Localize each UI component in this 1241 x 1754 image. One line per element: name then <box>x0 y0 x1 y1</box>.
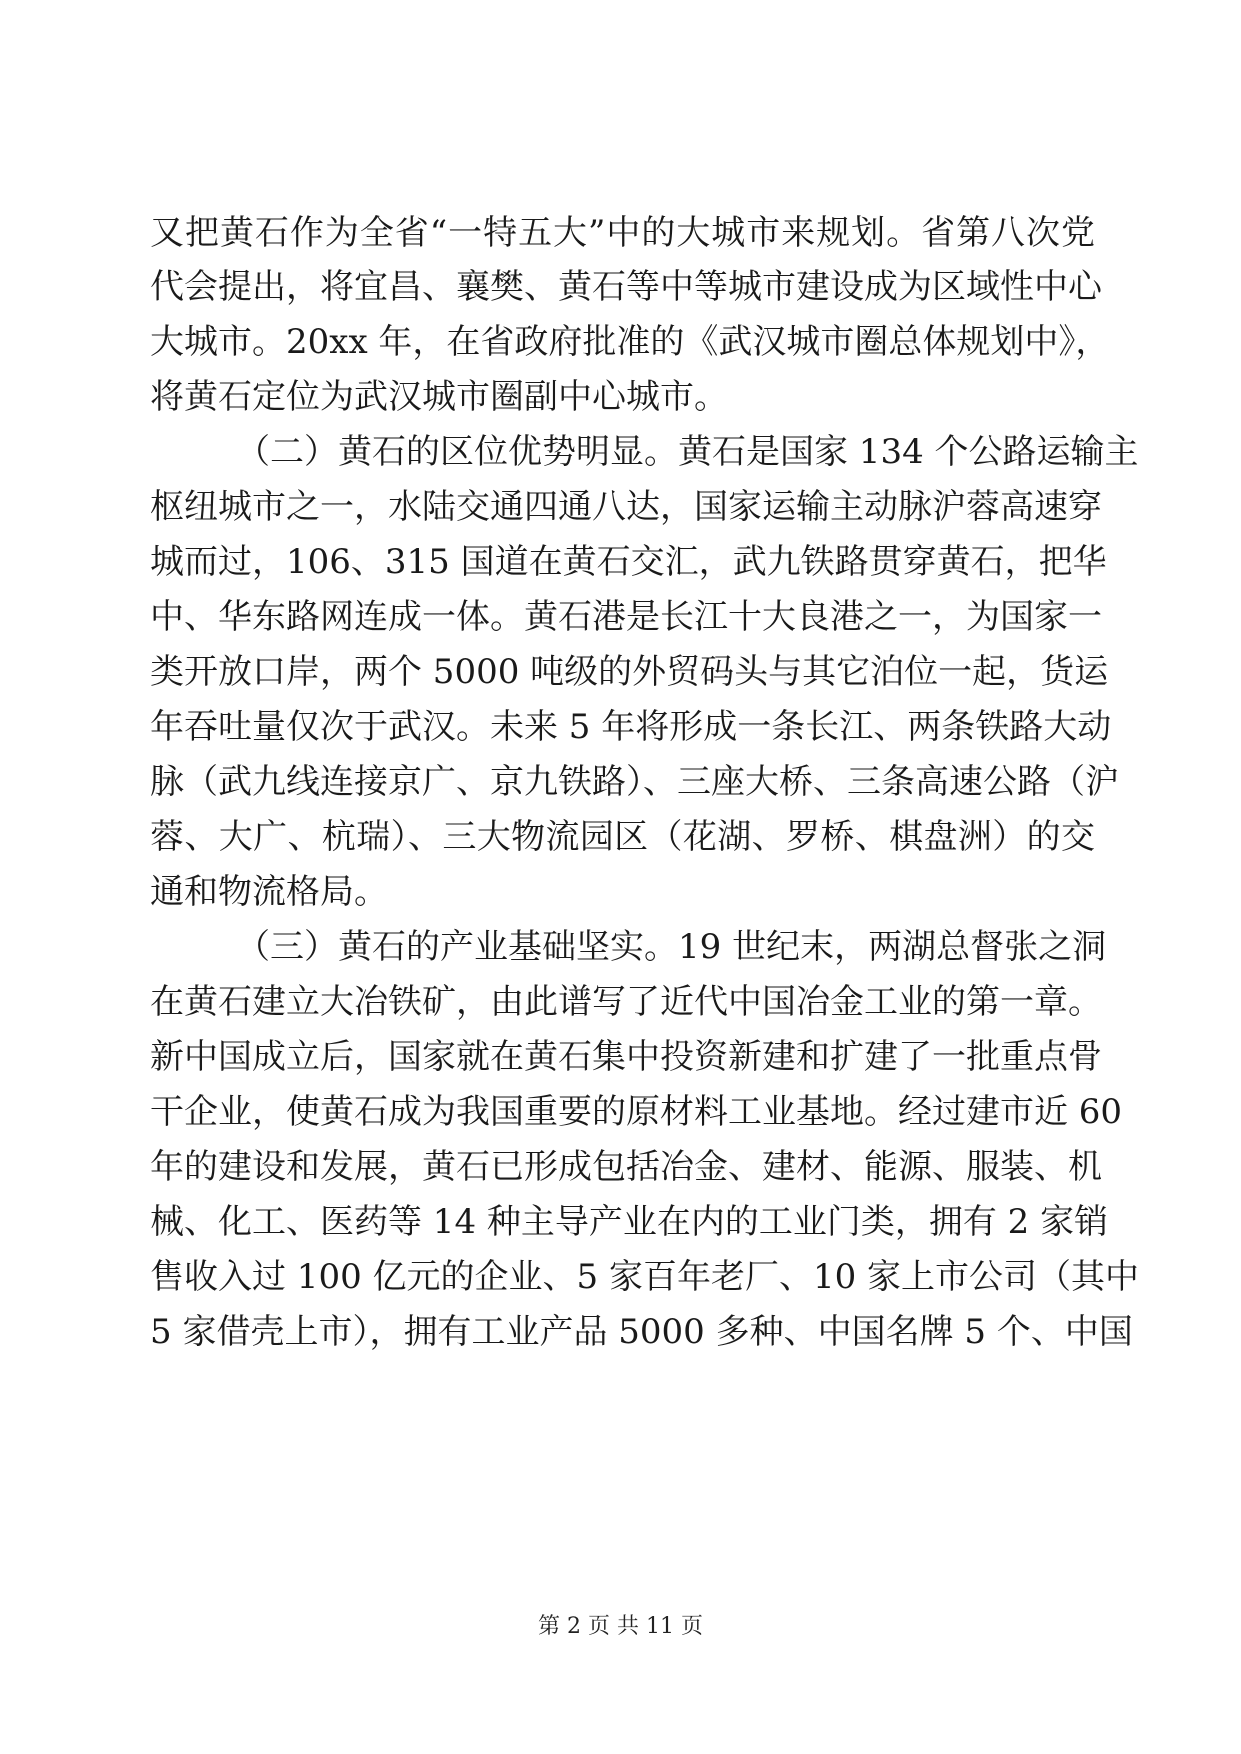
body-line: 又把黄石作为全省“一特五大”中的大城市来规划。省第八次党 <box>150 213 1095 253</box>
body-line: 在黄石建立大冶铁矿，由此谱写了近代中国冶金工业的第一章。 <box>150 982 1102 1022</box>
body-line: 类开放口岸，两个 5000 吨级的外贸码头与其它泊位一起，货运 <box>150 652 1109 692</box>
body-line: 城而过，106、315 国道在黄石交汇，武九铁路贯穿黄石，把华 <box>150 542 1107 582</box>
body-line: 5 家借壳上市），拥有工业产品 5000 多种、中国名牌 5 个、中国 <box>150 1312 1133 1352</box>
body-line: 枢纽城市之一，水陆交通四通八达，国家运输主动脉沪蓉高速穿 <box>150 487 1102 527</box>
body-line: 脉（武九线连接京广、京九铁路）、三座大桥、三条高速公路（沪 <box>150 762 1119 802</box>
paragraph-first-line: （三）黄石的产业基础坚实。19 世纪末，两湖总督张之洞 <box>236 927 1107 967</box>
body-line: 将黄石定位为武汉城市圈副中心城市。 <box>150 377 728 417</box>
body-line: 械、化工、医药等 14 种主导产业在内的工业门类，拥有 2 家销 <box>150 1202 1109 1242</box>
body-line: 蓉、大广、杭瑞）、三大物流园区（花湖、罗桥、棋盘洲）的交 <box>150 817 1095 857</box>
body-line: 年的建设和发展，黄石已形成包括冶金、建材、能源、服装、机 <box>150 1147 1102 1187</box>
page-number-footer: 第 2 页 共 11 页 <box>538 1614 703 1639</box>
body-line: 年吞吐量仅次于武汉。未来 5 年将形成一条长江、两条铁路大动 <box>150 707 1112 747</box>
body-line: 大城市。20xx 年，在省政府批准的《武汉城市圈总体规划中》， <box>150 322 1110 362</box>
body-line: 新中国成立后，国家就在黄石集中投资新建和扩建了一批重点骨 <box>150 1037 1102 1077</box>
body-line: 通和物流格局。 <box>150 872 388 912</box>
body-line: 售收入过 100 亿元的企业、5 家百年老厂、10 家上市公司（其中 <box>150 1257 1140 1297</box>
body-line: 干企业，使黄石成为我国重要的原材料工业基地。经过建市近 60 <box>150 1092 1123 1132</box>
body-line: 中、华东路网连成一体。黄石港是长江十大良港之一，为国家一 <box>150 597 1102 637</box>
body-line: 代会提出，将宜昌、襄樊、黄石等中等城市建设成为区域性中心 <box>150 267 1102 307</box>
paragraph-first-line: （二）黄石的区位优势明显。黄石是国家 134 个公路运输主 <box>236 432 1139 472</box>
